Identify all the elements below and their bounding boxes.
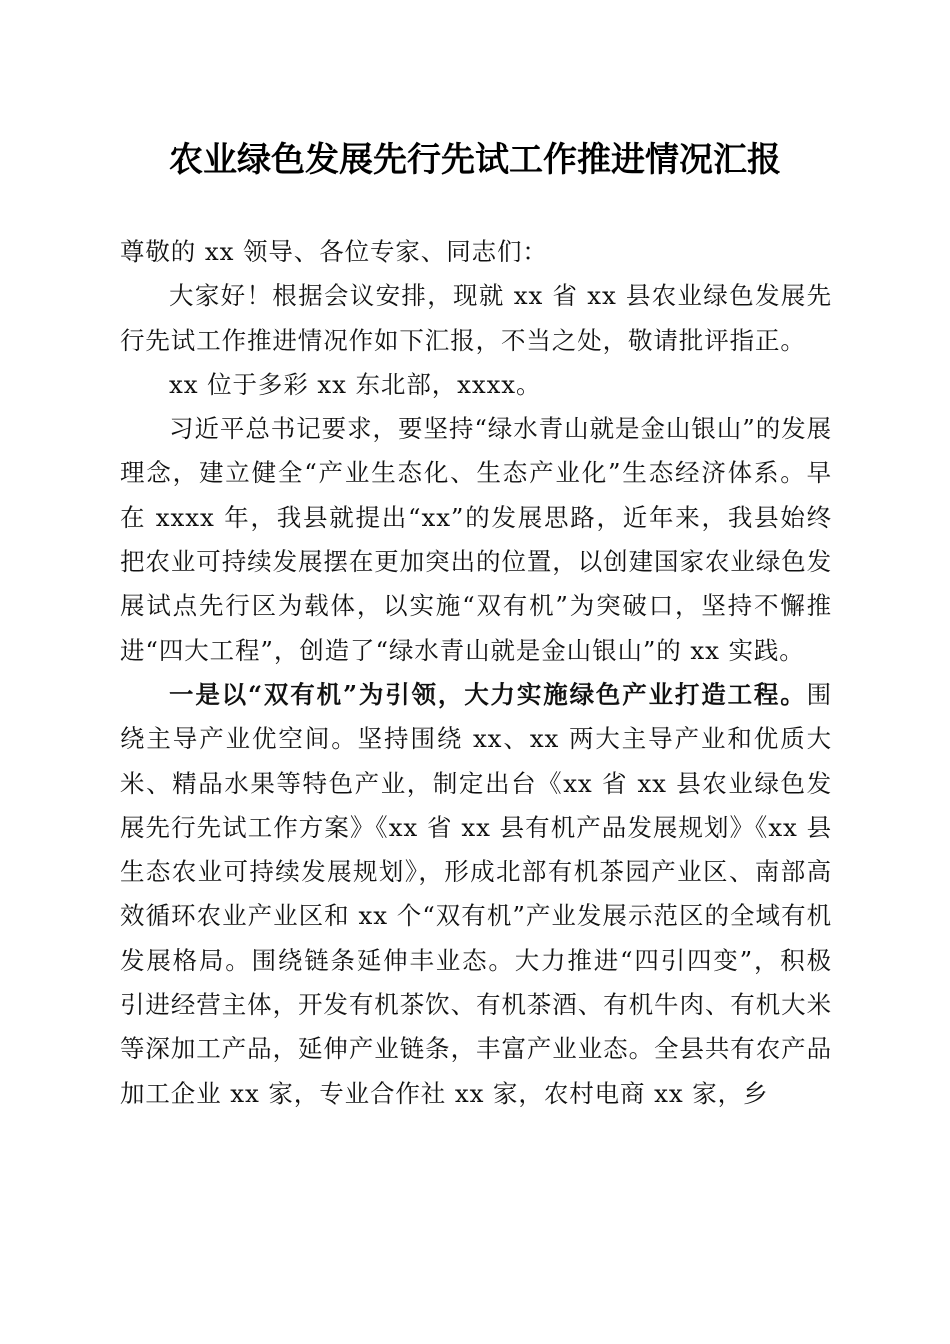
paragraph-background	[120, 407, 832, 673]
paragraph-green-industry	[120, 673, 832, 1116]
paragraph-text: 围绕主导产业优空间。坚持围绕 xx、xx 两大主导产业和优质大米、精品水果等特色产业，制定出台《xx 省 xx 县农业绿色发展先行先试工作方案》《xx 省 xx 县有机产品发展规划》《xx 县生态农业可持续发展规划》，形成北部有机茶园产业区、南部高效循环农业产业区和 xx 个“双有机”产业发展示范区的全域有机发展格局。围绕链条延伸丰业态。大力推进“四引四变”，积极引进经营主体，开发有机茶饮、有机茶酒、有机牛肉、有机大米等深加工产品，延伸产业链条，丰富产业业态。全县共有农产品加工企业 xx 家，专业合作社 xx 家，农村电商 xx 家，乡	[120, 679, 832, 1108]
paragraph-text: 大家好！根据会议安排，现就 xx 省 xx 县农业绿色发展先行先试工作推进情况作如下汇报，不当之处，敬请批评指正。	[120, 281, 832, 355]
document-body	[120, 230, 832, 1116]
paragraph-greeting	[120, 274, 832, 363]
document-title: 农业绿色发展先行先试工作推进情况汇报	[169, 140, 781, 180]
salutation: 尊敬的 xx 领导、各位专家、同志们：	[120, 237, 548, 266]
paragraph-location	[120, 363, 832, 407]
paragraph-text: xx 位于多彩 xx 东北部，xxxx。	[169, 369, 542, 399]
paragraph-text: 习近平总书记要求，要坚持“绿水青山就是金山银山”的发展理念，建立健全“产业生态化、生态产业化”生态经济体系。早在 xxxx 年，我县就提出“xx”的发展思路，近年来，我县始终把农业可持续发展摆在更加突出的位置，以创建国家农业绿色发展试点先行区为载体，以实施“双有机”为突破口，坚持不懈推进“四大工程”，创造了“绿水青山就是金山银山”的 xx 实践。	[120, 414, 832, 665]
paragraph-lead-heading: 一是以“双有机”为引领，大力实施绿色产业打造工程。	[169, 679, 807, 709]
